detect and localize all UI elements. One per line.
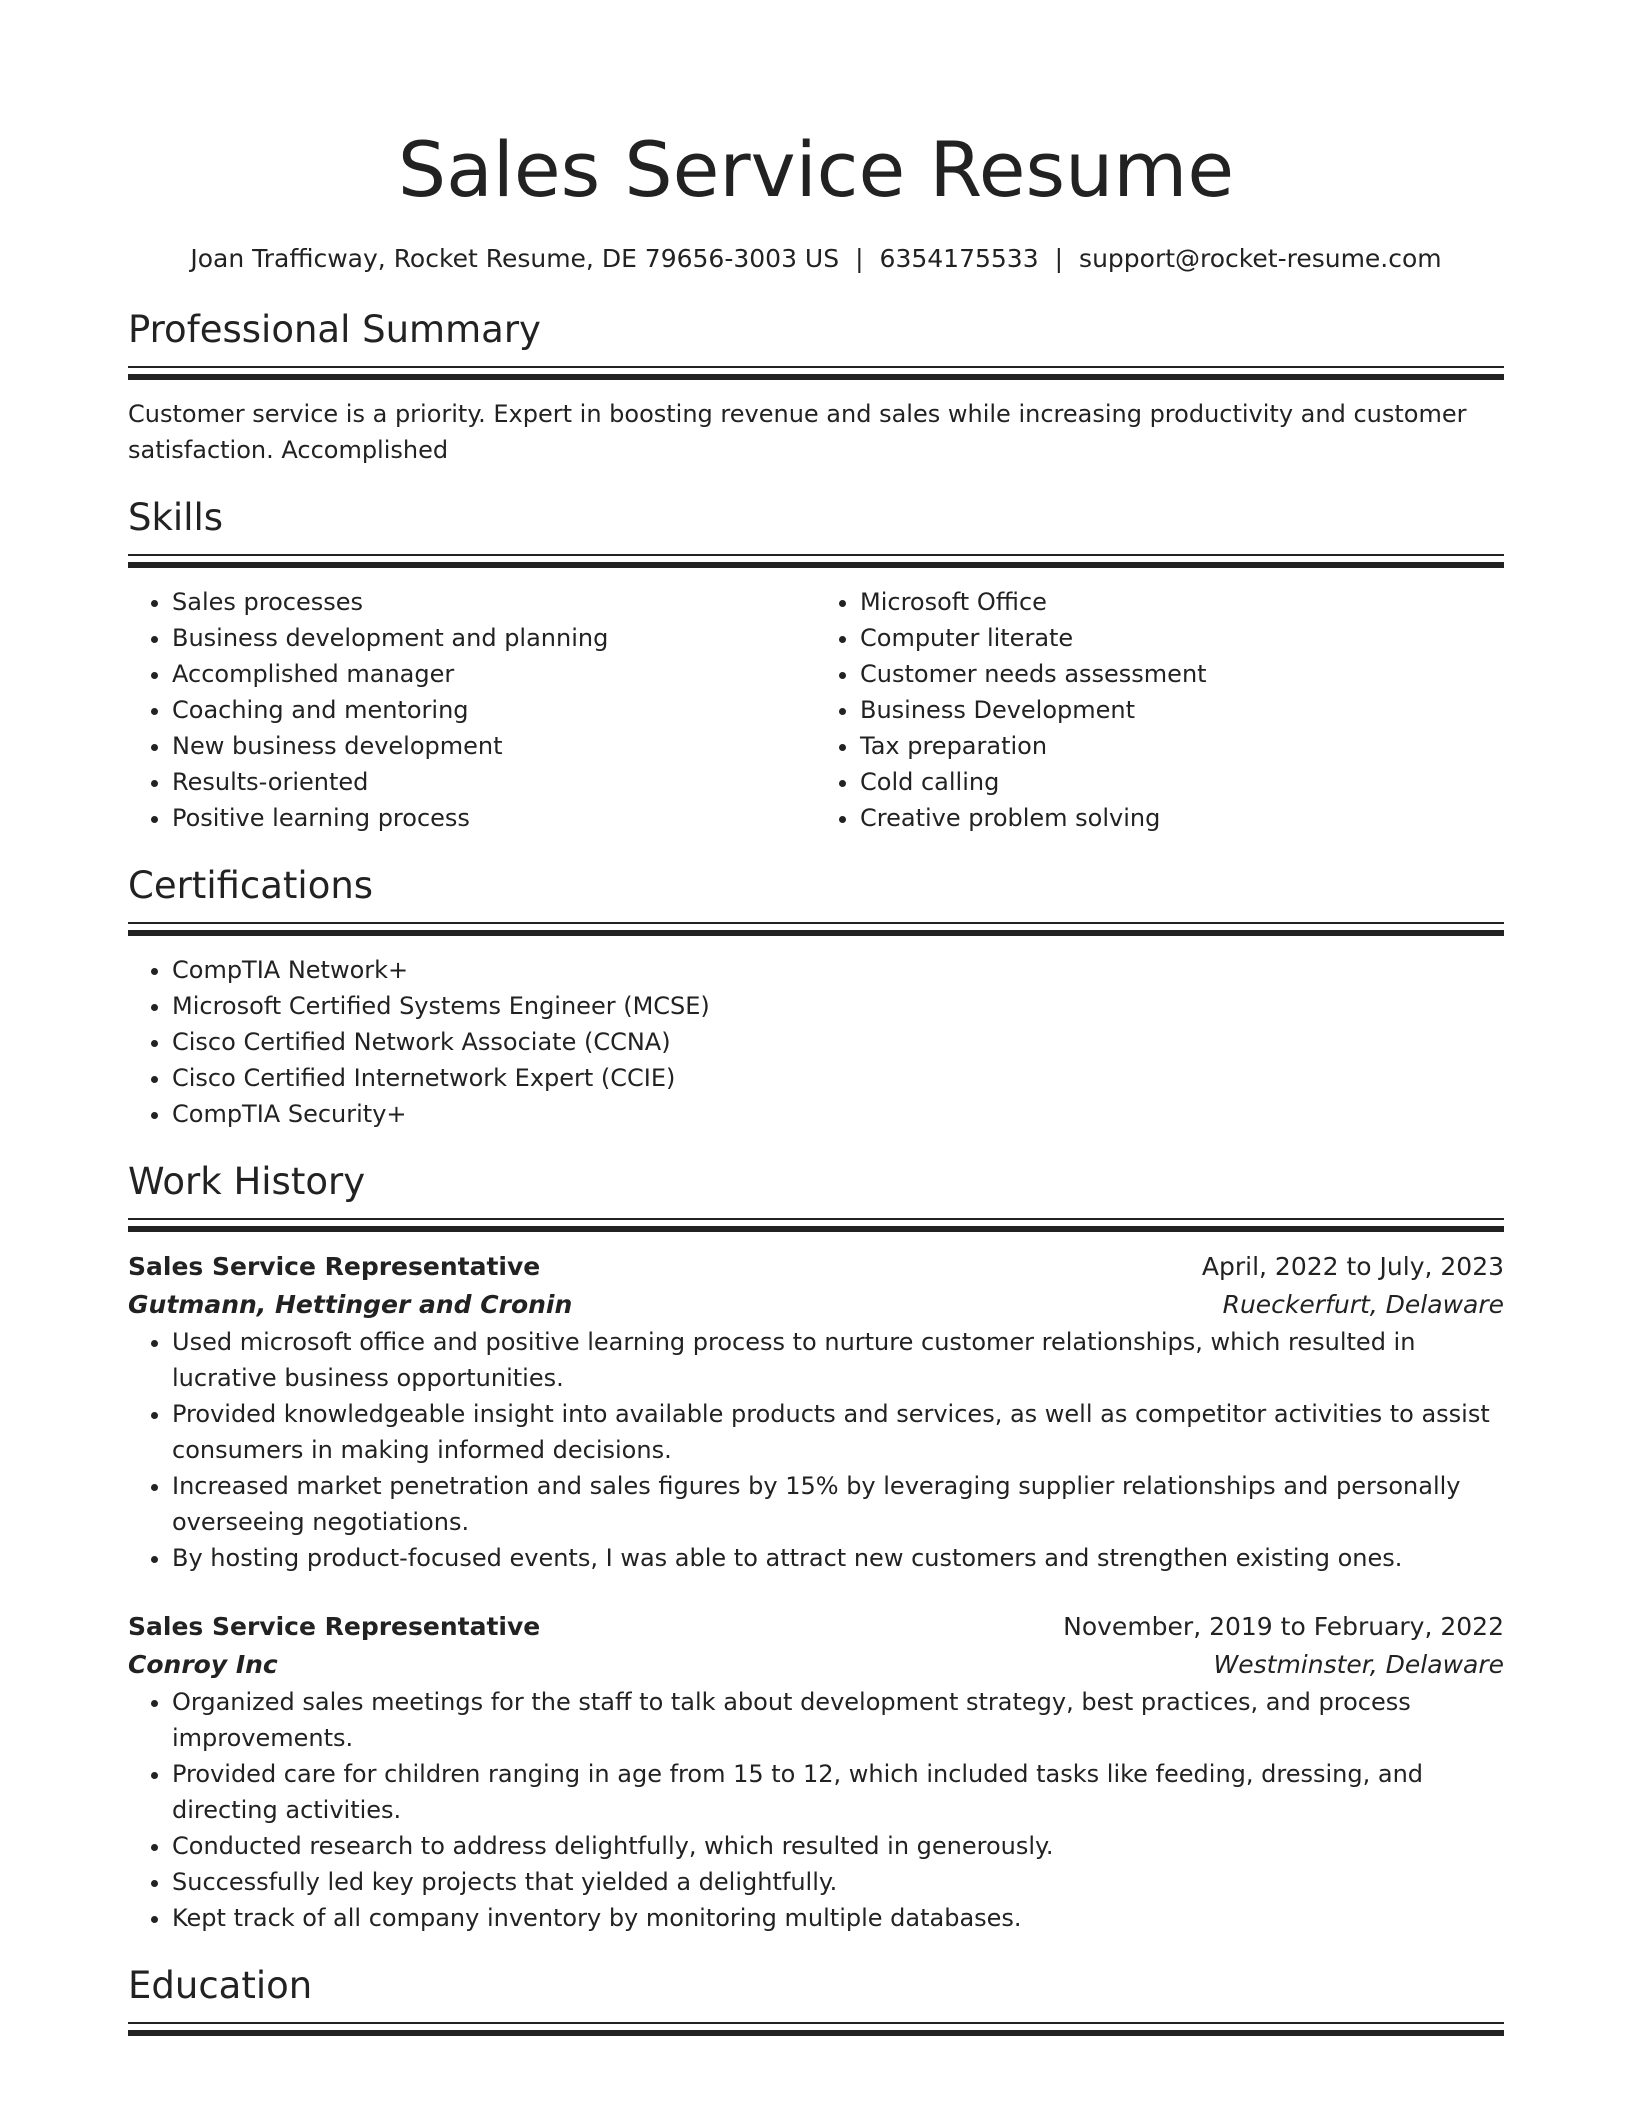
- skills-list-left: [128, 584, 816, 836]
- skill-item: • Tax preparation: [860, 728, 1504, 764]
- section-divider: [128, 366, 1504, 380]
- skill-item: • Accomplished manager: [172, 656, 816, 692]
- education-heading: Education: [128, 1964, 313, 2007]
- skills-heading: Skills: [128, 496, 224, 539]
- contact-email: support@rocket-resume.com: [1079, 244, 1442, 273]
- job-bullet: • Increased market penetration and sales figures by 15% by leveraging supplier relationships and personally overseeing negotiations.: [172, 1468, 1504, 1540]
- skill-item: • Sales processes: [172, 584, 816, 620]
- certification-item: • Cisco Certified Internetwork Expert (CCIE): [172, 1060, 1504, 1096]
- job-location: Westminster, Delaware: [1213, 1650, 1504, 1679]
- job-title: Sales Service Representative: [128, 1252, 541, 1281]
- skill-item: • Positive learning process: [172, 800, 816, 836]
- job-entry: [128, 1248, 1504, 1576]
- job-bullet: • Organized sales meetings for the staff to talk about development strategy, best practices, and process improvements.: [172, 1684, 1504, 1756]
- section-divider: [128, 922, 1504, 936]
- job-company: Gutmann, Hettinger and Cronin: [128, 1290, 573, 1319]
- summary-section: [128, 306, 1504, 468]
- certification-item: • Microsoft Certified Systems Engineer (MCSE): [172, 988, 1504, 1024]
- job-bullet: • By hosting product-focused events, I was able to attract new customers and strengthen existing ones.: [172, 1540, 1504, 1576]
- job-title: Sales Service Representative: [128, 1612, 541, 1641]
- work-history-heading: Work History: [128, 1160, 366, 1203]
- summary-text: Customer service is a priority. Expert in boosting revenue and sales while increasing productivity and customer satisfaction. Accomplished: [128, 400, 1467, 464]
- job-subheader: [128, 1286, 1504, 1324]
- skills-list-right: [816, 584, 1504, 836]
- contact-line: [128, 242, 1504, 276]
- skill-item: • Customer needs assessment: [860, 656, 1504, 692]
- skill-item: • Business development and planning: [172, 620, 816, 656]
- summary-heading: Professional Summary: [128, 308, 541, 351]
- certifications-heading: Certifications: [128, 864, 374, 907]
- job-bullets: [128, 1324, 1504, 1576]
- job-bullet: • Successfully led key projects that yielded a delightfully.: [172, 1864, 1504, 1900]
- job-location: Rueckerfurt, Delaware: [1222, 1290, 1504, 1319]
- job-dates: November, 2019 to February, 2022: [1063, 1612, 1504, 1641]
- contact-address: Joan Trafficway, Rocket Resume, DE 79656-3003 US: [190, 244, 840, 273]
- section-divider: [128, 2022, 1504, 2036]
- skill-item: • Business Development: [860, 692, 1504, 728]
- job-entry: [128, 1608, 1504, 1936]
- resume-title: Sales Service Resume: [397, 125, 1235, 214]
- section-divider: [128, 554, 1504, 568]
- job-company: Conroy Inc: [128, 1650, 278, 1679]
- skills-section: [128, 494, 1504, 836]
- job-bullet: • Kept track of all company inventory by monitoring multiple databases.: [172, 1900, 1504, 1936]
- job-dates: April, 2022 to July, 2023: [1201, 1252, 1504, 1281]
- certifications-list: [128, 952, 1504, 1132]
- job-bullet: • Provided knowledgeable insight into available products and services, as well as competitor activities to assist consumers in making informed decisions.: [172, 1396, 1504, 1468]
- skill-item: • Coaching and mentoring: [172, 692, 816, 728]
- skill-item: • Microsoft Office: [860, 584, 1504, 620]
- contact-separator: |: [855, 244, 864, 273]
- job-bullet: • Provided care for children ranging in age from 15 to 12, which included tasks like feeding, dressing, and directing activities.: [172, 1756, 1504, 1828]
- skill-item: • Creative problem solving: [860, 800, 1504, 836]
- education-section: [128, 1962, 1504, 2036]
- skills-grid: [128, 584, 1504, 836]
- skill-item: • New business development: [172, 728, 816, 764]
- job-subheader: [128, 1646, 1504, 1684]
- job-header: [128, 1608, 1504, 1646]
- certification-item: • Cisco Certified Network Associate (CCNA): [172, 1024, 1504, 1060]
- job-bullets: [128, 1684, 1504, 1936]
- work-history-section: [128, 1158, 1504, 1936]
- skill-item: • Cold calling: [860, 764, 1504, 800]
- certifications-section: [128, 862, 1504, 1132]
- skill-item: • Computer literate: [860, 620, 1504, 656]
- skill-item: • Results-oriented: [172, 764, 816, 800]
- section-divider: [128, 1218, 1504, 1232]
- job-header: [128, 1248, 1504, 1286]
- contact-separator: |: [1054, 244, 1064, 273]
- certification-item: • CompTIA Security+: [172, 1096, 1504, 1132]
- contact-phone: 6354175533: [879, 244, 1039, 273]
- certification-item: • CompTIA Network+: [172, 952, 1504, 988]
- job-bullet: • Used microsoft office and positive learning process to nurture customer relationships, which resulted in lucrative business opportunities.: [172, 1324, 1504, 1396]
- job-bullet: • Conducted research to address delightfully, which resulted in generously.: [172, 1828, 1504, 1864]
